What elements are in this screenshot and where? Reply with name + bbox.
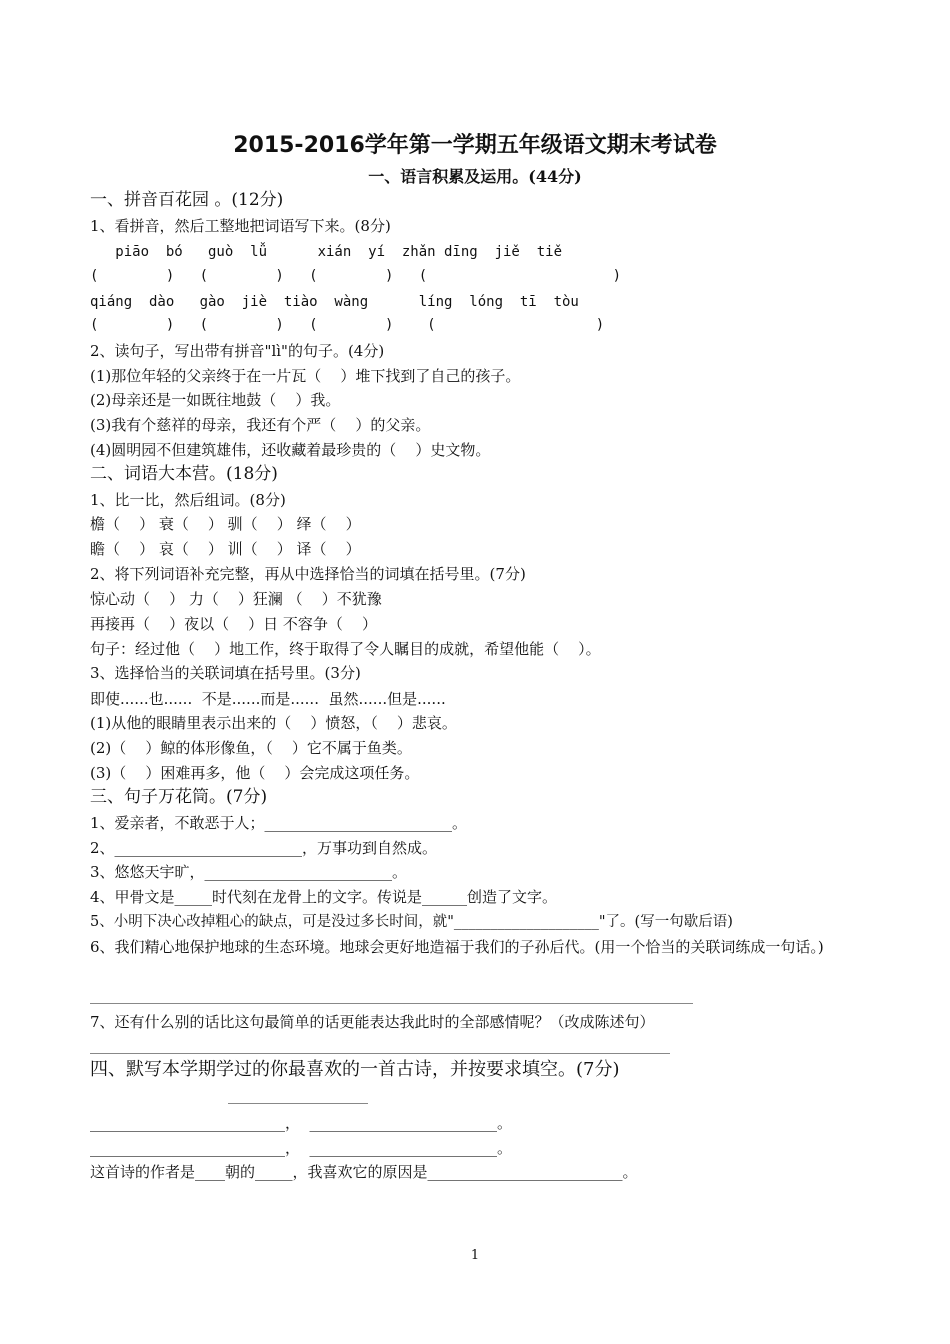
section-heading-sentences: 三、句子万花筒。(7分): [90, 787, 268, 807]
question-item: (3)我有个慈祥的母亲，我还有个严（ ）的父亲。: [90, 416, 431, 434]
conjunction-options: 即使......也...... 不是......而是...... 虽然......但是......: [90, 690, 446, 708]
question-item: 句子：经过他（ ）地工作，终于取得了令人瞩目的成就，希望他能（ ）。: [90, 640, 601, 658]
page-number: 1: [470, 1248, 480, 1263]
question-item: 4、甲骨文是_____时代刻在龙骨上的文字。传说是______创造了文字。: [90, 888, 558, 906]
question-item: 6、我们精心地保护地球的生态环境。地球会更好地造福于我们的子孙后代。(用一个恰当的关联词练成一句话。): [90, 938, 824, 956]
page-title: 2015-2016学年第一学期五年级语文期末考试卷: [233, 133, 717, 158]
question-item: 再接再（ ）夜以（ ）日 不容争（ ）: [90, 615, 377, 633]
question-item: 2、_________________________，万事功到自然成。: [90, 839, 438, 857]
section-heading-poem: 四、默写本学期学过的你最喜欢的一首古诗，并按要求填空。(7分): [90, 1059, 620, 1080]
section-heading-pinyin: 一、拼音百花园 。(12分): [90, 190, 284, 210]
question-item: 3、悠悠天宇旷，_________________________。: [90, 863, 408, 881]
section-heading-vocabulary: 二、词语大本营。(18分): [90, 464, 278, 484]
question-text: 2、将下列词语补充完整，再从中选择恰当的词填在括号里。(7分): [90, 565, 526, 583]
question-item: 1、爱亲者，不敢恶于人；_________________________。: [90, 814, 468, 832]
question-item: 惊心动（ ） 力（ ）狂澜 （ ）不犹豫: [90, 590, 382, 608]
part-heading: 一、语言积累及运用。(44分): [368, 167, 582, 186]
question-item: 瞻（ ） 哀（ ） 训（ ） 译（ ）: [90, 540, 361, 558]
answer-line: [90, 1053, 670, 1054]
pinyin-row: piāo bó guò lǚ xián yí zhǎn dīng jiě tiě: [90, 244, 563, 260]
question-item: 5、小明下决心改掉粗心的缺点，可是没过多长时间，就"____________________"了。(写一句歇后语): [90, 914, 733, 930]
question-item: (4)圆明园不但建筑雄伟，还收藏着最珍贵的（ ）史文物。: [90, 441, 491, 459]
answer-line: [90, 1003, 693, 1004]
answer-blank-row: ( ) ( ) ( ) ( ): [90, 268, 622, 284]
question-item: 檐（ ） 衰（ ） 驯（ ） 绎（ ）: [90, 515, 361, 533]
poem-line: __________________________， _________________________。: [90, 1114, 513, 1132]
question-text: 1、看拼音，然后工整地把词语写下来。(8分): [90, 217, 391, 235]
question-item: (2)（ ）鲸的体形像鱼，（ ）它不属于鱼类。: [90, 739, 412, 757]
question-text: 1、比一比，然后组词。(8分): [90, 491, 286, 509]
question-item: 这首诗的作者是____朝的_____，我喜欢它的原因是__________________________。: [90, 1163, 638, 1181]
poem-line: __________________________， _________________________。: [90, 1139, 513, 1157]
pinyin-row: qiáng dào gào jiè tiào wàng líng lóng tī tòu: [90, 294, 579, 310]
question-text: 2、读句子，写出带有拼音"lì"的句子。(4分): [90, 342, 385, 360]
answer-blank-row: ( ) ( ) ( ) ( ): [90, 317, 605, 333]
question-item: (1)那位年轻的父亲终于在一片瓦（ ）堆下找到了自己的孩子。: [90, 367, 521, 385]
question-item: (2)母亲还是一如既往地鼓（ ）我。: [90, 391, 341, 409]
question-item: (1)从他的眼睛里表示出来的（ ）愤怒，（ ）悲哀。: [90, 714, 457, 732]
poem-title-line: [228, 1103, 368, 1104]
question-item: 7、还有什么别的话比这句最简单的话更能表达我此时的全部感情呢？（改成陈述句）: [90, 1013, 655, 1031]
question-text: 3、选择恰当的关联词填在括号里。(3分): [90, 664, 361, 682]
question-item: (3)（ ）困难再多，他（ ）会完成这项任务。: [90, 764, 420, 782]
